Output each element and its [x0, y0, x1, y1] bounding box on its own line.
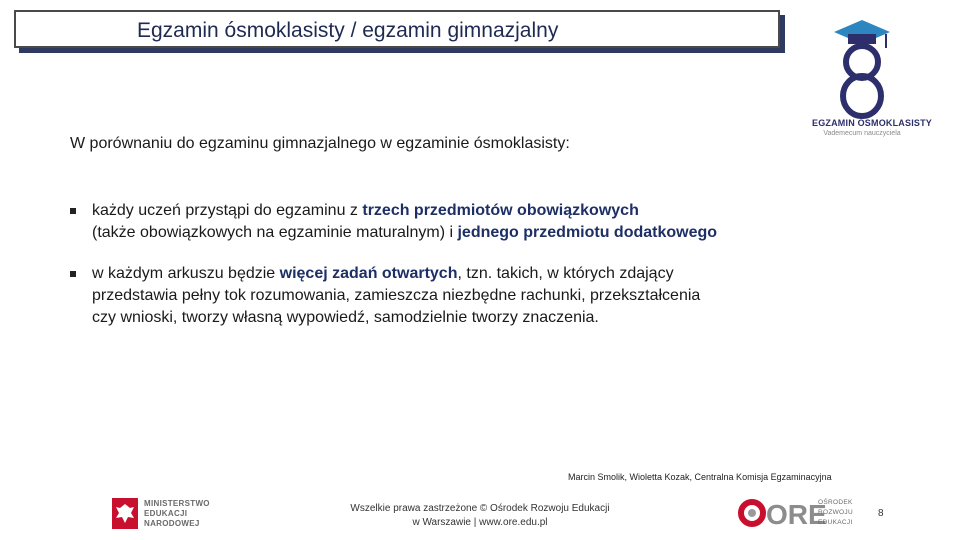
bullet-item-2	[70, 263, 700, 329]
logo-subtitle: Vademecum nauczyciela	[823, 130, 901, 137]
ministry-line: EDUKACJI	[144, 509, 188, 518]
ore-line: OŚRODEK	[818, 499, 853, 506]
copyright-line: w Warszawie | www.ore.edu.pl	[412, 517, 548, 528]
bullet-item-1	[70, 200, 717, 244]
ministry-logo-text	[144, 499, 210, 529]
copyright-line: Wszelkie prawa zastrzeżone © Ośrodek Rozwoju Edukacji	[350, 503, 610, 514]
bullet-line	[92, 263, 700, 285]
bullet-highlight: trzech przedmiotów obowiązkowych	[362, 202, 639, 219]
ore-logo	[738, 496, 827, 530]
bullet-line: czy wnioski, tworzy własną wypowiedź, samodzielnie tworzy znaczenia.	[92, 309, 599, 326]
bullet-mark	[70, 271, 76, 277]
bullet-text: każdy uczeń przystąpi do egzaminu z	[92, 202, 363, 219]
bullet-highlight: jednego przedmiotu dodatkowego	[457, 224, 718, 241]
bullet-text: , tzn. takich, w których zdający	[457, 265, 674, 282]
bullet-line	[92, 222, 717, 244]
bullet-mark	[70, 208, 76, 214]
ore-logo-text	[818, 498, 853, 528]
ministry-line: MINISTERSTWO	[144, 499, 210, 508]
copyright-notice	[335, 502, 625, 530]
page-number: 8	[878, 508, 884, 519]
bullet-line: przedstawia pełny tok rozumowania, zamieszcza niezbędne rachunki, przekształcenia	[92, 287, 701, 304]
bullet-line	[92, 200, 717, 222]
logo-title: EGZAMIN ÓSMOKLASISTY	[812, 118, 933, 128]
ore-line: ROZWOJU	[818, 509, 853, 516]
bullet-text: (także obowiązkowych na egzaminie maturalnym) i	[92, 224, 458, 241]
bullet-text: w każdym arkuszu będzie	[92, 265, 280, 282]
ore-line: EDUKACJI	[818, 519, 853, 526]
title-box	[14, 10, 780, 48]
intro-text: W porównaniu do egzaminu gimnazjalnego w egzaminie ósmoklasisty:	[70, 135, 570, 152]
bullet-highlight: więcej zadań otwartych	[279, 265, 458, 282]
author-credit: Marcin Smolik, Wioletta Kozak, Centralna Komisja Egzaminacyjna	[568, 472, 832, 482]
ore-wordmark: ORE	[766, 499, 827, 530]
ministry-line: NARODOWEJ	[144, 519, 200, 528]
page-title: Egzamin ósmoklasisty / egzamin gimnazjalny	[137, 19, 559, 42]
